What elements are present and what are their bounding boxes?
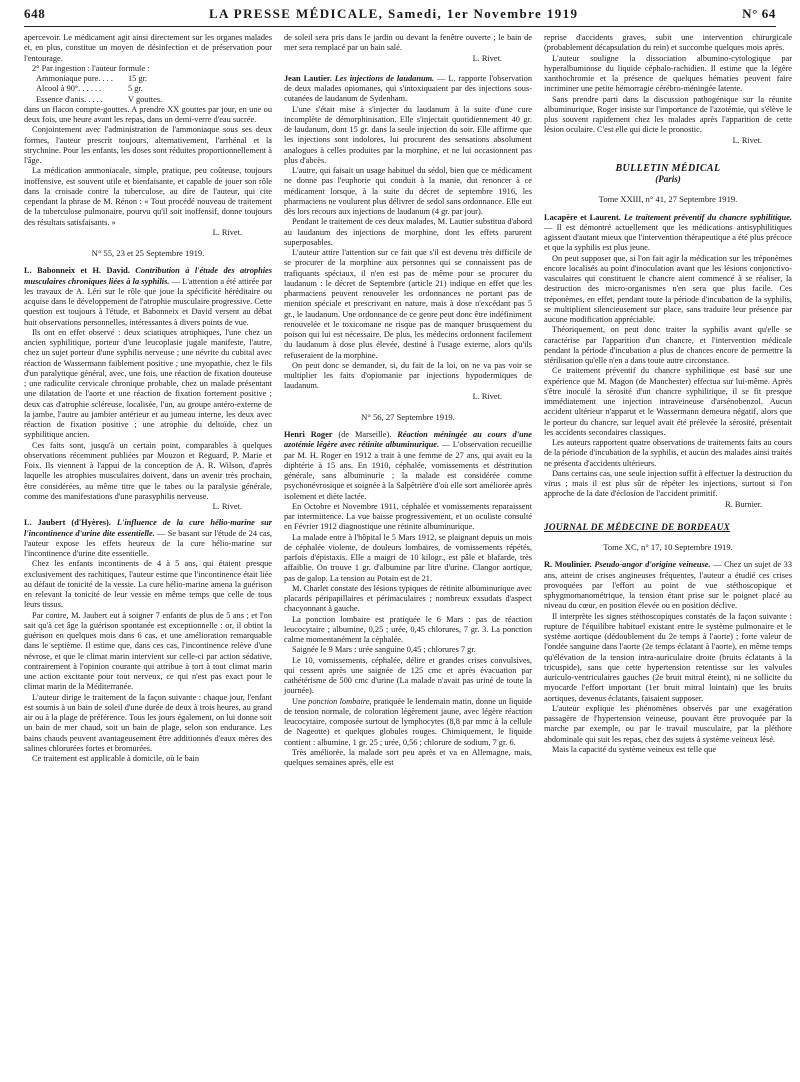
paragraph: dans un flacon compte-gouttes. A prendre XX gouttes par jour, en une ou deux fois, une heure avant les repas, dans un demi-verre d'eau sucrée. (24, 104, 272, 124)
issue-line: N° 56, 27 Septembre 1919. (361, 411, 455, 422)
paragraph: On peut donc se demander, si, du fait de la loi, on ne va pas voir se multiplier les faits d'opiomanie par injections hypodermiques de laudanum. (284, 360, 532, 391)
paragraph: La malade entre à l'hôpital le 5 Mars 1912, se plaignant depuis un mois de céphalée violente, de douleurs lombaires, de vomissements répétés, parfois d'épistaxis. Elle a maigri de 10 kilogr., est pâle et blafarde, très affaiblie. On trouve 1 gr. d'albumine par litre d'urine. Clangor aortique, pas de galop. La tension au Potain est de 21. (284, 532, 532, 583)
article-text: — Chez un sujet de 33 ans, atteint de crises angineuses fréquentes, l'auteur a étudié ces crises provoquées par l'effort au point de vue stéthoscopique et sphygmomanométrique, la tension étant prise sur le poignet placé au niveau du cœur, en position élevée ou en position déclive. (544, 560, 792, 611)
article-text: — L'attention a été attirée par les travaux de A. Léri sur le rôle que joue la spécificité héréditaire ou acquise dans le développement de l'atrophie musculaire progressive. Cette question est toujours à l'étude, et Babonneix et David versent au débat huit observations personnelles, intéressantes à divers points de vue. (24, 276, 272, 327)
formula-dose: 15 gr. (128, 74, 148, 83)
paragraph: Ils ont en effet observé : deux sciatiques atrophiques, l'une chez un ancien syphilitique, porteur d'une leucoplasie jugale manifeste, l'autre, chez un sujet porteur d'une syphilis nerveuse ; une névrite du cubital avec réaction de Wassermann faiblement positive ; une myopathie, chez le fils d'un paralytique général, avec, une fois, une réaction de fixation douteuse ; une radiculite cervicale chronique probable, chez un malade présentant une dilatation de l'aorte et une réaction de fixation fortement positive ; deux cas d'atrophie scléreuse, localisée, l'un, au groupe antéro-externe de la jambe, l'autre au jambier antérieur et au jumeau interne, les deux avec réaction de fixation positive ; une atrophie du deltoïde, chez un syphilitique ancien. (24, 327, 272, 440)
paragraph: Très améliorée, la malade sort peu après et va en Allemagne, mais, quelques semaines après, elle est (284, 747, 532, 767)
paragraph: L'auteur attire l'attention sur ce fait que s'il est devenu très difficile de se procurer de la morphine aux personnes qui se connaissent pas de trafiquants spéciaux, il n'en est pas de même pour se procurer du laudanum : le décret de Septembre (article 21) indique en effet que les pharmaciens peuvent renouveler les ordonnances ne portant pas de mention spéciale et prescrivant en nature, mais à dose n'excédant pas 5 gr., le laudanum. Une ordonnance de ce genre peut donc être indéfiniment renouvelée et le toxicomane ne risque pas de manquer brusquement du poison qui lui est nécessaire. De plus, les médecins ordonnent facilement du laudanum à dose plus élevée, destiné à l'usage externe, alors qu'ils refuseraient de la morphine. (284, 248, 532, 360)
formula-ingredient: Ammoniaque pure. . . . (36, 74, 113, 83)
paragraph: L'auteur dirige le traitement de la façon suivante : chaque jour, l'enfant est soumis à un bain de soleil d'une durée de deux à trois heures, au grand air ou à la plage de préférence. Tous les jours également, on lui donne soit un bain de mer chaud, soit un bain de plage, selon son endurance. Les bains chauds peuvent avantageusement être additionnés d'eaux mères des salines chlorurées fortes et bromurées. (24, 692, 272, 753)
issue-number: N° 64 (742, 6, 776, 21)
paragraph: Ces faits sont, jusqu'à un certain point, comparables à quelques observations récemment publiées par Mouzon et Reguard, P. Marie et Foix. Ils viennent à l'appui de la conception de A. R. Wilson, d'après laquelle les atrophies musculaires doivent, dans un avenir très prochain, être considérées, au même titre que le tabes ou la paralysie générale, comme des manifestations d'une parasyphilis nerveuse. (24, 440, 272, 501)
paragraph: Saignée le 9 Mars : urée sanguine 0,45 ; chlorures 7 gr. (292, 645, 476, 655)
paragraph: Il interprète les signes stéthoscopiques constatés de la façon suivante : rupture de l'équilibre habituel existant entre le système pulmonaire et le système aortique (dédoublement du 2e temps à l'aorte) ; forte valeur de l'ondée sanguine dans l'aorte (2e temps éclatant à l'aorte), en même temps qu'élévation de la tension intra-auriculaire droite (bruits éclatants à la tricuspide), sans que cette hypertension retentisse sur les valvules auriculo-ventriculaires gauches (2e bruit mitral éteint), ni ne sollicite du myocarde l'effort important (1er bruit mitral lointain) que les bruits aortiques, devenus éclatants, faisaient supposer. (544, 611, 792, 703)
column-2 (284, 33, 532, 1081)
paragraph: L'autre, qui faisait un usage habituel du sédol, bien que ce médicament ne donne pas l'euphorie qui conduit à la manie, dut renoncer à ce médicament lorsque, à la suite du décret de septembre 1916, les pharmaciens ne voulurent plus délivrer de sedol sans ordonnance. Elle eut dès lors recours aux injections de laudanum (4 gr. par jour). (284, 166, 532, 216)
paragraph: Mais la capacité du système veineux est telle que (552, 744, 717, 754)
issue-line: N° 55, 23 et 25 Septembre 1919. (91, 248, 205, 258)
paragraph: Ce traitement est applicable à domicile, où le bain (32, 754, 200, 763)
paragraph: La ponction lombaire est pratiquée le 6 Mars : pas de réaction leucocytaire ; albumine, 0,25 ; urée, 0,45 chlorures, 7 gr. 3. La ponction calme momentanément la céphalée. (284, 614, 532, 644)
article-author: Lacapère et Laurent. (544, 212, 621, 222)
paragraph: Ce traitement préventif du chancre syphilitique est basé sur une expérience que M. Magon (de Manchester) effectua sur lui-même. Après s'être inoculé la sérosité d'un chancre syphilitique, il se fit presque immédiatement une injection intraveineuse d'arsénobenzol. Aucun accident ultérieur n'apparut et le Wassermann demeura négatif, alors que le porteur du chancre, sur lequel avait été prélevée la sérosité, présentait les accidents secondaires classiques. (544, 366, 792, 437)
paragraph: L'auteur explique les phénomènes observés par une exagération passagère de l'hypertension veineuse, pouvant être provoquée par la marche par exemple, ou par le travail musculaire, par la pléthore abdominale qui suit les repas, chez des sujets à système veineux lésé. (544, 703, 792, 744)
article-author: R. Moulinier. (544, 560, 592, 570)
paragraph: reprise d'accidents graves, subit une intervention chirurgicale (probablement décapsulation du rein) et succombe quelques mois après. (544, 33, 792, 53)
formula-ingredient: Essence d'anis. . . . . (36, 94, 103, 104)
article-author: L. Babonneix et H. David. (24, 266, 130, 276)
article-text: — L'observation recueillie par M. H. Roger en 1912 a trait à une femme de 27 ans, qui avait eu la diphtérie à 15 ans. En 1910, céphalée, vomissements et déstritution générale, sans albuminurie ; la malade est considérée comme psychonévrosique et soignée à la Salpêtrière d'où elle sort améliorée après isolement et diète lactée. (284, 440, 532, 501)
section-heading: JOURNAL DE MÉDECINE DE BORDEAUX (544, 521, 731, 532)
column-1 (24, 33, 272, 1081)
formula-dose: V gouttes. (128, 94, 163, 104)
issue-line: Tome XC, n° 17, 10 Septembre 1919. (603, 542, 733, 552)
article-title: Pseudo-angor d'origine veineuse. (594, 560, 711, 570)
paragraph: L'auteur souligne la dissociation albumino-cytologique par hyperalbuminose du liquide céphalo-rachidien. Il estime que la légère xanthochromie et la présence de quelques hématies peuvent faire incriminer une petite hémorragie cérébro-méningée latente. (544, 53, 792, 94)
formula-ingredient: Alcool à 90°. . . . . . (36, 84, 102, 94)
signature: L. Rivet. (212, 227, 242, 237)
paragraph: 2° Par ingestion : l'auteur formule : (32, 63, 150, 73)
article-title: Les injections de laudanum. (334, 73, 435, 83)
paragraph: Dans certains cas, une seule injection suffit à effectuer la destruction du virus ; mais il est plus sûr de répéter les injections, surtout si l'on approche de la date d'éclosion de l'accident primitif. (544, 468, 792, 499)
paragraph: La médication ammoniacale, simple, pratique, peu coûteuse, toujours inoffensive, est souvent utile et bienfaisante, et capable de jouer son rôle dans la croisade contre la tuberculose, au dire de l'auteur, qui cite cependant la phrase de M. Rénon : « Tout procédé nouveau de traitement de la tuberculose pulmonaire, pourvu qu'il soit inoffensif, donne toujours des résultats satisfaisants. » (24, 166, 272, 227)
signature: L. Rivet. (732, 135, 762, 145)
article-text: — Se basant sur l'étude de 24 cas, l'auteur expose les effets heureux de la cure hélio-marine sur l'incontinence d'urine dite essentielle. (24, 528, 272, 558)
signature: L. Rivet. (472, 391, 502, 401)
paragraph: Par contre, M. Jaubert eut à soigner 7 enfants de plus de 5 ans ; et l'on sait qu'à cet âge la guérison spontanée est exceptionnelle : or, il obtint la guérison en quelques mois dans 6 cas, et une amélioration remarquable dans le septième. Il estime que, dans ces cas, l'incontinence relève d'une névrose, et que le climat marin intervient sur celle-ci par action sédative, contrairement à l'opinion courante qui attribue à tort à tout climat marin une action excitante pour tout nerveux, ce qui n'est pas exact pour le climat marin de la Méditerranée. (24, 610, 272, 692)
paragraph: On peut supposer que, si l'on fait agir la médication sur les tréponèmes encore localisés au point d'inoculation avant que les lésions conjonctivo-vasculaires qui constituent le chancre aient commencé à se réaliser, la destruction des micro-organismes n'en sera que plus facile. Ces tréponèmes, en effet, pendant toute la période d'incubation de la syphilis, se multiplient silencieusement sur place, sans traduire leur présence par aucune modification appréciable. (544, 253, 792, 324)
formula (24, 74, 272, 105)
paragraph: Le 10, vomissements, céphalée, délire et grandes crises convulsives, qui cessent après une saignée de 125 cmc et après évacuation par cathétérisme de 500 cmc d'urine (La malade n'avait pas uriné de toute la journée). (284, 655, 532, 696)
masthead-title: LA PRESSE MÉDICALE, Samedi, 1er Novembre 1919 (208, 6, 579, 21)
article-title: Le traitement préventif du chancre syphilitique. (623, 212, 792, 222)
article-text: — Il est démontré actuellement que les médications antisyphilitiques agissent d'autant mieux que l'intervention thérapeutique a été plus précoce et que la syphilis est plus jeune. (544, 222, 792, 253)
page-header (24, 6, 776, 27)
article-title: Contribution à l'étude des atrophies musculaires chroniques liées à la syphilis. (24, 266, 272, 286)
issue-line: Tome XXIII, n° 41, 27 Septembre 1919. (598, 194, 738, 205)
article-author: Henri Roger (284, 430, 333, 439)
paragraph: En Octobre et Novembre 1911, céphalée et vomissements reparaissent par intermittence. La vue baisse progressivement, et un oculiste consulté en Février 1912 diagnostique une rétinite albuminurique. (284, 501, 532, 532)
article-author: L. Jaubert (d'Hyères). (24, 518, 111, 528)
paragraph: Pendant le traitement de ces deux malades, M. Lautier substitua d'abord au laudanum des injections de morphine, dont les effets parurent superposables. (284, 217, 532, 247)
article-title: L'influence de la cure hélio-marine sur l'incontinence d'urine dite essentielle. (24, 518, 272, 538)
paragraph: L'une s'était mise à s'injecter du laudanum à la suite d'une cure incomplète de démorphinisation. Elle s'injectait quotidiennement 40 gr. de laudanum, dont 15 gr. dans la seule injection du soir. Elle affirme que les injections sont indolores, lui procurent des sensations absolument analogues à celles produites par la morphine, et ne lui occasionnent pas plus d'abcès. (284, 104, 532, 165)
signature: L. Rivet. (212, 502, 242, 511)
section-subheading: (Paris) (655, 174, 681, 184)
paragraph: Conjointement avec l'administration de l'ammoniaque sous ses deux formes, l'auteur prescrit toujours, alternativement, l'arrhénal et la strychnine. Pour les enfants, les doses sont réduites proportionnellement à l'âge. (24, 125, 272, 165)
signature: L. Rivet. (472, 53, 502, 63)
section-heading: BULLETIN MÉDICAL (615, 162, 721, 174)
paragraph: Sans prendre parti dans la discussion pathogénique sur la réunite albuminurique, Roger insiste sur l'importance de l'azotémie, qui s'élève le plus souvent rapidement chez les malades après l'apparition de cette lésion oculaire. C'est elle qui dicte le pronostic. (544, 94, 792, 135)
paragraph: apercevoir. Le médicament agit ainsi directement sur les organes malades et, en plus, constitue un moyen de désinfection et de préservation pour l'entourage. (24, 33, 272, 63)
article-text: — L. rapporte l'observation de deux malades opiomanes, qui s'intoxiquaient par des injections sous-cutanées de laudanum de Sydenham. (284, 73, 532, 104)
columns (24, 33, 792, 1081)
paragraph: Chez les enfants incontinents de 4 à 5 ans, qui étaient presque exclusivement des rachitiques, l'auteur estime que l'incontinence était liée au défaut de tonicité de la vessie. La cure hélio-marine amena la guérison en relevant la tonicité de leur vessie en même temps que celle de tous leurs tissus. (24, 559, 272, 610)
emphasis-text: ponction lombaire, (308, 696, 372, 706)
paragraph: Les auteurs rapportent quatre observations de traitements faits au cours de la période d'incubation de la syphilis, et aucun des malades ainsi traités ne présenta d'accidents ultérieurs. (544, 438, 792, 468)
formula-dose: 5 gr. (128, 84, 143, 94)
paragraph: de soleil sera pris dans le jardin ou devant la fenêtre ouverte ; le bain de mer sera remplacé par un bain salé. (284, 33, 532, 53)
article-title: Réaction méningée au cours d'une azotémie légère avec rétinite albuminurique. (284, 430, 533, 450)
signature: R. Burnier. (725, 499, 762, 509)
paragraph: M. Charlet constate des lésions typiques de rétinite albuminurique avec placards péripapillaires et périmaculaires ; nombreux exsudats d'aspect chacyonnant à gauche. (284, 583, 532, 614)
article-author: Jean Lautier. (284, 73, 332, 83)
article-text: Une (292, 696, 306, 706)
article-text: pratiquée le lendemain matin, donne un liquide de tension normale, de coloration légèrement jaune, avec légère réaction leucocytaire, composée surtout de lymphocytes (8,8 par mmc à la cellule de Nageotte) et quelques globules rouges. Chimiquement, le liquide contient : albumine, 1 gr. 25 ; urée, 0,56 ; chlorure de sodium, 7 gr. 6. (284, 696, 532, 747)
column-3 (544, 33, 792, 1081)
page-number: 648 (24, 6, 46, 21)
paragraph: Théoriquement, on peut donc traiter la syphilis avant qu'elle se caractérise par l'apparition d'un chancre, et l'intervention médicale pendant la période d'incubation a plus de chances encore de permettre la stérilisation qu'elle n'en a dans toute autre circonstance. (544, 325, 792, 365)
author-place: (de Marseille). (338, 430, 392, 439)
